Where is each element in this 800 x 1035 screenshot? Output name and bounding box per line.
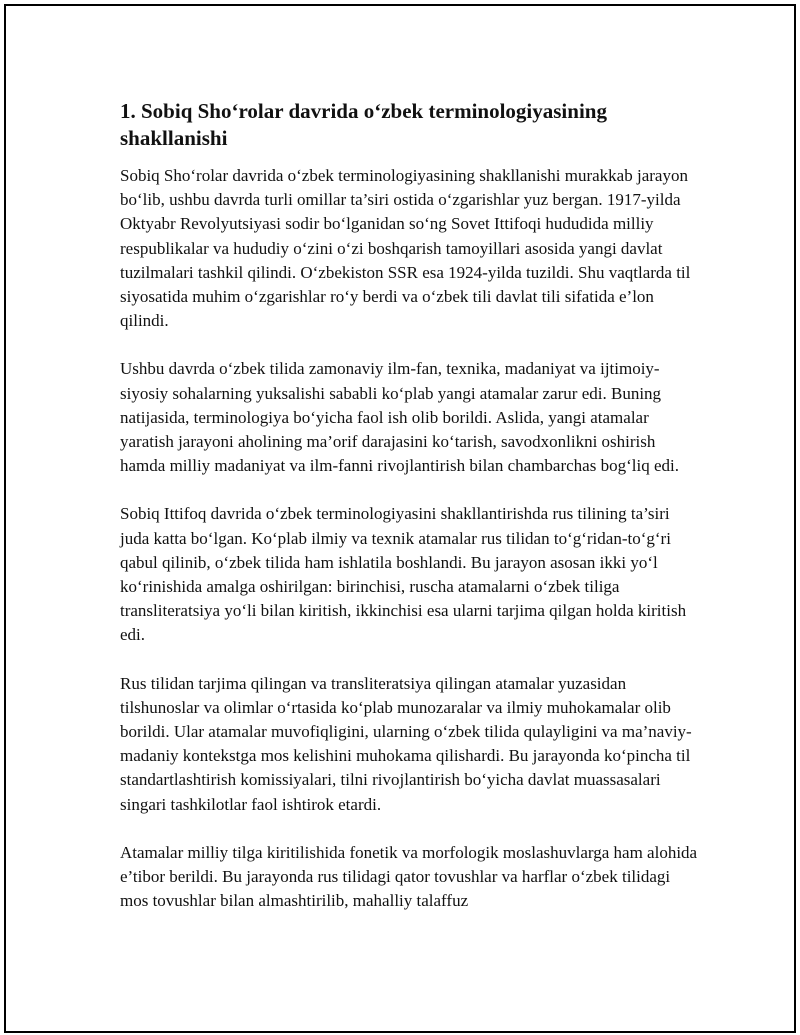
section-heading: 1. Sobiq Sho‘rolar davrida o‘zbek terminologiyasining shakllanishi [120,99,607,150]
paragraph-4: Rus tilidan tarjima qilingan va transliteratsiya qilingan atamalar yuzasidan tilshunoslar va olimlar o‘rtasida ko‘plab munozaralar va ilmiy muhokamalar olib borildi. Ular atamalar muvofiqligini, ularning o‘zbek tilida qulayligini va ma’naviy-madaniy kontekstga mos kelishini muhokama qilishardi. Bu jarayonda ko‘pincha til standartlashtirish komissiyalari, tilni rivojlantirish bo‘yicha davlat muassasalari singari tashkilotlar faol ishtirok etardi. [120,673,692,814]
paragraph-5: Atamalar milliy tilga kiritilishida fonetik va morfologik moslashuvlarga ham alohida e’tibor berildi. Bu jarayonda rus tilidagi qator tovushlar va harflar o‘zbek tilidagi mos tovushlar bilan almashtirilib, mahalliy talaffuz [120,842,698,911]
document-body [120,98,700,937]
paragraph-3: Sobiq Ittifoq davrida o‘zbek terminologiyasini shakllantirishda rus tilining ta’siri juda katta bo‘lgan. Ko‘plab ilmiy va texnik atamalar rus tilidan to‘g‘ridan-to‘g‘ri qabul qilinib, o‘zbek tilida ham ishlatila boshlandi. Bu jarayon asosan ikki yo‘l ko‘rinishida amalga oshirilgan: birinchisi, ruscha atamalarni o‘zbek tiliga transliteratsiya yo‘li bilan kiritish, ikkinchisi esa ularni tarjima qilgan holda kiritish edi. [120,504,687,645]
page-frame [4,4,796,1033]
paragraph-2: Ushbu davrda o‘zbek tilida zamonaviy ilm-fan, texnika, madaniyat va ijtimoiy-siyosiy sohalarning yuksalishi sababli ko‘plab yangi atamalar zarur edi. Buning natijasida, terminologiya bo‘yicha faol ish olib borildi. Aslida, yangi atamalar yaratish jarayoni aholining ma’orif darajasini ko‘tarish, savodxonlikni oshirish hamda milliy madaniyat va ilm-fanni rivojlantirish bilan chambarchas bog‘liq edi. [120,359,679,476]
paragraph-1: Sobiq Sho‘rolar davrida o‘zbek terminologiyasining shakllanishi murakkab jarayon bo‘lib, ushbu davrda turli omillar ta’siri ostida o‘zgarishlar yuz bergan. 1917-yilda Oktyabr Revolyutsiyasi sodir bo‘lganidan so‘ng Sovet Ittifoqi hududida milliy respublikalar va hududiy o‘zini o‘zi boshqarish tamoyillari asosida yangi davlat tuzilmalari tashkil qilindi. O‘zbekiston SSR esa 1924-yilda tuzildi. Shu vaqtlarda til siyosatida muhim o‘zgarishlar ro‘y berdi va o‘zbek tili davlat tili sifatida e’lon qilindi. [120,166,691,331]
